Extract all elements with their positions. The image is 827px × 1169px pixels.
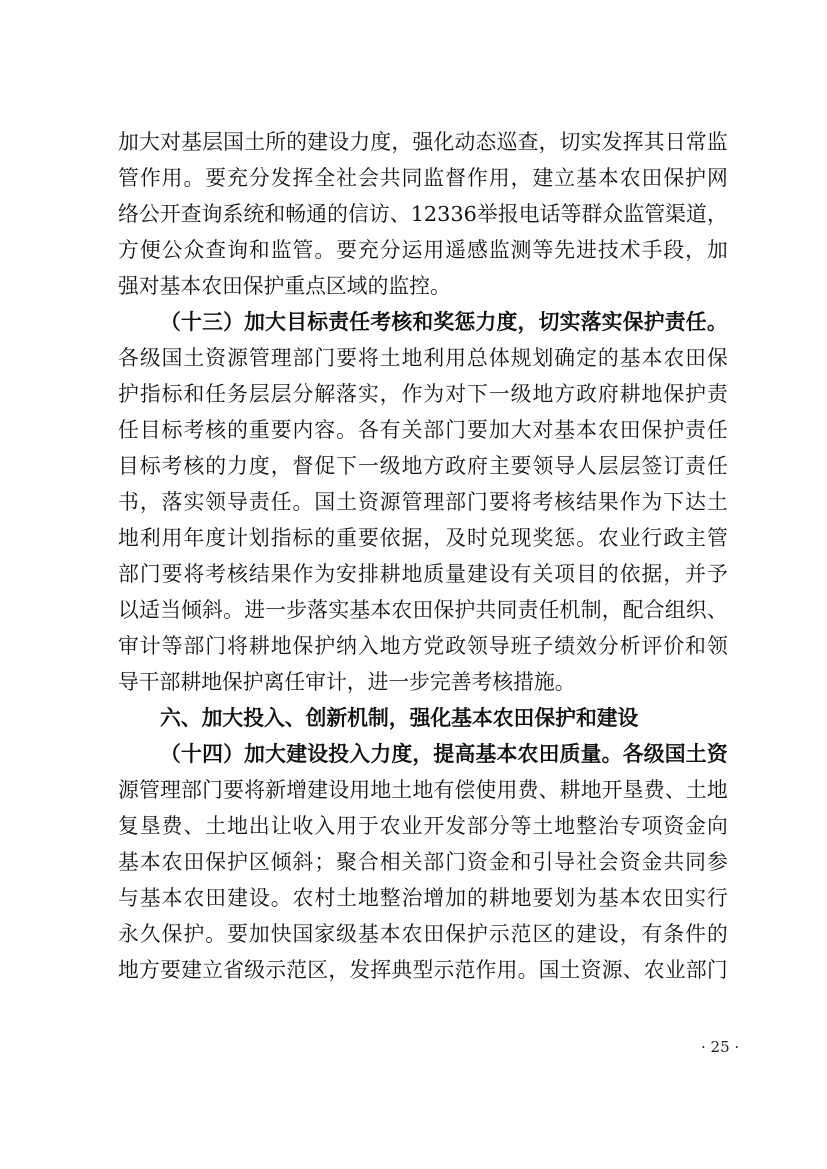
text-line: 审 计 等 部 门 将 耕 地 保 护 纳 入 地 方 党 政 领 导 班 子 绩 效 分 析 评 价 和 领 bbox=[118, 634, 728, 658]
text-line: 源 管 理 部 门 要 将 新 增 建 设 用 地 土 地 有 偿 使 用 费 、 耕 地 开 垦 费 、 土 地 bbox=[118, 778, 728, 802]
text-line: 六 、 加 大 投 入 、 创 新 机 制 ， 强 化 基 本 农 田 保 护 和 建 设 bbox=[160, 705, 639, 730]
text-line: 导 干 部 耕 地 保 护 离 任 审 计 ， 进 一 步 完 善 考 核 措 施 。 bbox=[118, 670, 576, 694]
text-line: （ 十 三 ） 加 大 目 标 责 任 考 核 和 奖 惩 力 度 ， 切 实 落 实 保 护 责 任 。 bbox=[160, 309, 728, 334]
text-line: 书 ， 落 实 领 导 责 任 。 国 土 资 源 管 理 部 门 要 将 考 核 结 果 作 为 下 达 土 bbox=[118, 490, 728, 514]
body-text bbox=[118, 124, 728, 988]
text-line: 络 公 开 查 询 系 统 和 畅 通 的 信 访 、 12336 举 报 电 话 等 群 众 监 管 渠 道 ， bbox=[118, 202, 728, 226]
text-line: 管 作 用 。 要 充 分 发 挥 全 社 会 共 同 监 督 作 用 ， 建 立 基 本 农 田 保 护 网 bbox=[118, 166, 728, 190]
text-line: 目 标 考 核 的 力 度 ， 督 促 下 一 级 地 方 政 府 主 要 领 导 人 层 层 签 订 责 任 bbox=[118, 454, 728, 478]
text-line: 地 方 要 建 立 省 级 示 范 区 ， 发 挥 典 型 示 范 作 用 。 国 土 资 源 、 农 业 部 门 bbox=[118, 958, 728, 982]
text-line: 与 基 本 农 田 建 设 。 农 村 土 地 整 治 增 加 的 耕 地 要 划 为 基 本 农 田 实 行 bbox=[118, 886, 728, 910]
text-line: 任 目 标 考 核 的 重 要 内 容 。 各 有 关 部 门 要 加 大 对 基 本 农 田 保 护 责 任 bbox=[118, 418, 728, 442]
text-line: 永 久 保 护 。 要 加 快 国 家 级 基 本 农 田 保 护 示 范 区 的 建 设 ， 有 条 件 的 bbox=[118, 922, 728, 946]
text-line: 地 利 用 年 度 计 划 指 标 的 重 要 依 据 ， 及 时 兑 现 奖 惩 。 农 业 行 政 主 管 bbox=[118, 526, 728, 550]
text-line: 复 垦 费 、 土 地 出 让 收 入 用 于 农 业 开 发 部 分 等 土 地 整 治 专 项 资 金 向 bbox=[118, 814, 728, 838]
text-line: 方 便 公 众 查 询 和 监 管 。 要 充 分 运 用 遥 感 监 测 等 先 进 技 术 手 段 ， 加 bbox=[118, 238, 728, 262]
page-number: · 25 · bbox=[701, 1038, 740, 1056]
text-line: 部 门 要 将 考 核 结 果 作 为 安 排 耕 地 质 量 建 设 有 关 项 目 的 依 据 ， 并 予 bbox=[118, 562, 728, 586]
text-line: 强 对 基 本 农 田 保 护 重 点 区 域 的 监 控 。 bbox=[118, 274, 451, 298]
text-line: （ 十 四 ） 加 大 建 设 投 入 力 度 ， 提 高 基 本 农 田 质 量 。 各 级 国 土 资 bbox=[160, 741, 728, 766]
text-line: 基 本 农 田 保 护 区 倾 斜 ； 聚 合 相 关 部 门 资 金 和 引 导 社 会 资 金 共 同 参 bbox=[118, 850, 728, 874]
text-line: 加 大 对 基 层 国 土 所 的 建 设 力 度 ， 强 化 动 态 巡 查 ， 切 实 发 挥 其 日 常 监 bbox=[118, 130, 728, 154]
text-line: 护 指 标 和 任 务 层 层 分 解 落 实 ， 作 为 对 下 一 级 地 方 政 府 耕 地 保 护 责 bbox=[118, 382, 728, 406]
text-line: 以 适 当 倾 斜 。 进 一 步 落 实 基 本 农 田 保 护 共 同 责 任 机 制 ， 配 合 组 织 、 bbox=[118, 598, 728, 622]
text-line: 各 级 国 土 资 源 管 理 部 门 要 将 土 地 利 用 总 体 规 划 确 定 的 基 本 农 田 保 bbox=[118, 346, 728, 370]
